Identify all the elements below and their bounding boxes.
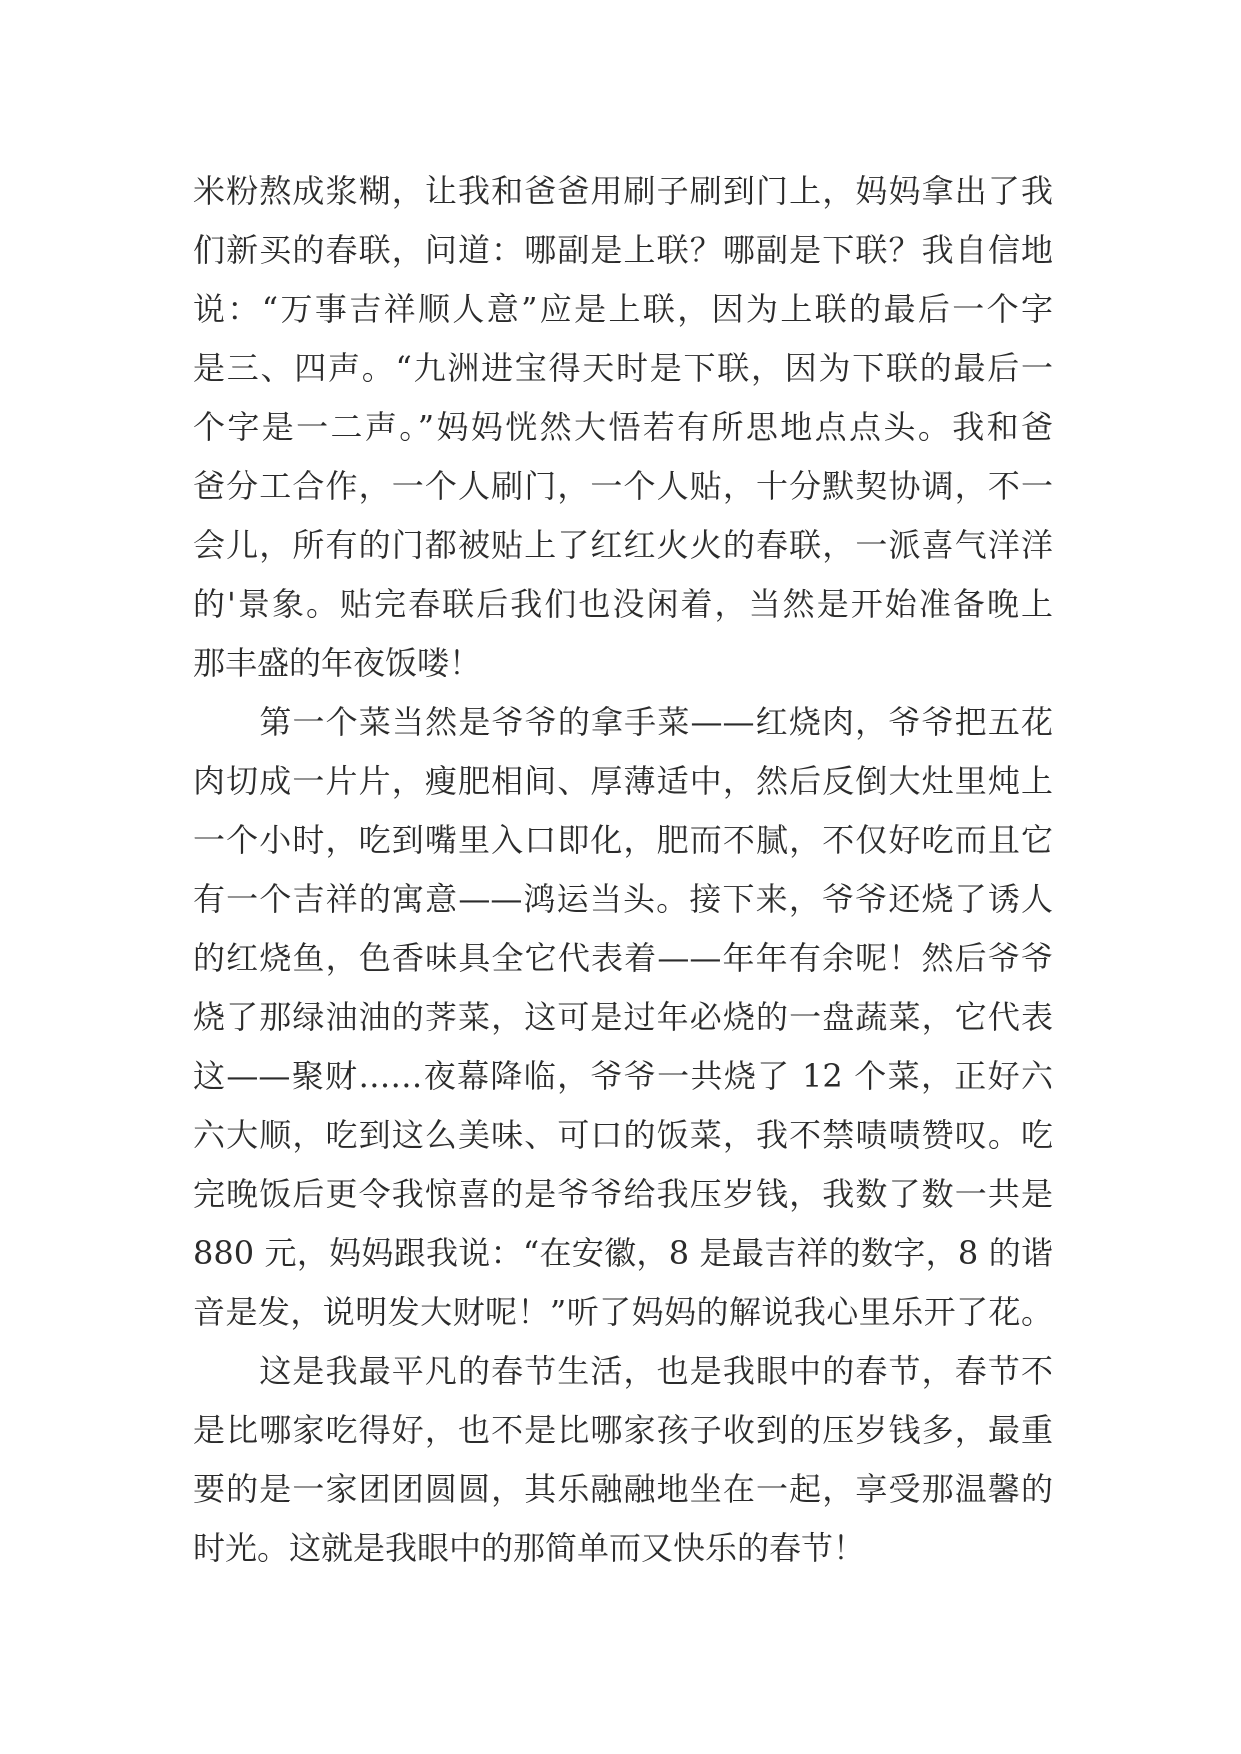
text-line: 说：“万事吉祥顺人意”应是上联，因为上联的最后一个字 — [193, 290, 1053, 328]
text-line: 是三、四声。“九洲进宝得天时是下联，因为下联的最后一 — [193, 349, 1053, 387]
text-line: 是比哪家吃得好，也不是比哪家孩子收到的压岁钱多，最重 — [193, 1411, 1053, 1449]
text-line: 烧了那绿油油的荠菜，这可是过年必烧的一盘蔬菜，它代表 — [193, 998, 1053, 1036]
text-line: 这——聚财……夜幕降临，爷爷一共烧了 12 个菜，正好六 — [193, 1057, 1053, 1095]
text-line: 肉切成一片片，瘦肥相间、厚薄适中，然后反倒大灶里炖上 — [193, 762, 1053, 800]
text-line: 个字是一二声。”妈妈恍然大悟若有所思地点点头。我和爸 — [193, 408, 1053, 446]
text-line: 米粉熬成浆糊，让我和爸爸用刷子刷到门上，妈妈拿出了我 — [193, 172, 1053, 210]
text-line: 这是我最平凡的春节生活，也是我眼中的春节，春节不 — [193, 1352, 1053, 1390]
text-line: 第一个菜当然是爷爷的拿手菜——红烧肉，爷爷把五花 — [193, 703, 1053, 741]
text-line: 爸分工合作，一个人刷门，一个人贴，十分默契协调，不一 — [193, 467, 1053, 505]
text-line: 完晚饭后更令我惊喜的是爷爷给我压岁钱，我数了数一共是 — [193, 1175, 1053, 1213]
body-text — [193, 162, 1053, 1578]
text-line: 一个小时，吃到嘴里入口即化，肥而不腻，不仅好吃而且它 — [193, 821, 1053, 859]
text-line: 时光。这就是我眼中的那简单而又快乐的春节！ — [193, 1529, 866, 1567]
text-line: 880 元，妈妈跟我说：“在安徽，8 是最吉祥的数字，8 的谐 — [193, 1234, 1053, 1272]
text-line: 那丰盛的年夜饭喽！ — [193, 644, 482, 682]
text-line: 音是发，说明发大财呢！”听了妈妈的解说我心里乐开了花。 — [193, 1293, 1053, 1331]
text-line: 们新买的春联，问道：哪副是上联？哪副是下联？我自信地 — [193, 231, 1053, 269]
text-line: 六大顺，吃到这么美味、可口的饭菜，我不禁啧啧赞叹。吃 — [193, 1116, 1053, 1154]
text-line: 有一个吉祥的寓意——鸿运当头。接下来，爷爷还烧了诱人 — [193, 880, 1053, 918]
text-line: 的'景象。贴完春联后我们也没闲着，当然是开始准备晚上 — [193, 585, 1053, 623]
text-line: 的红烧鱼，色香味具全它代表着——年年有余呢！然后爷爷 — [193, 939, 1053, 977]
text-line: 会儿，所有的门都被贴上了红红火火的春联，一派喜气洋洋 — [193, 526, 1053, 564]
text-line: 要的是一家团团圆圆，其乐融融地坐在一起，享受那温馨的 — [193, 1470, 1053, 1508]
